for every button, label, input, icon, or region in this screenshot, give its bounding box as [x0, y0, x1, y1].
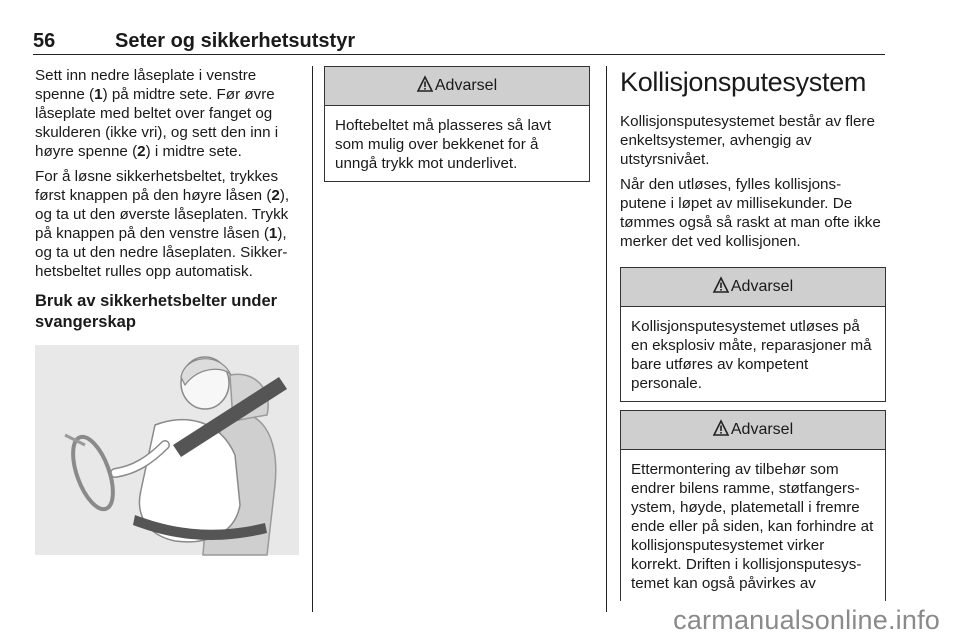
warning-header: [621, 268, 885, 307]
pregnant-woman-seatbelt-illustration: [35, 345, 299, 555]
paragraph-insert-buckle: Sett inn nedre låseplate i venstre spenne (1) på midtre sete. Før øvre låseplate med beltet over fanget og skulderen (ikke vri), og sett den inn i høyre spenne (2) i midtre sete.: [35, 67, 279, 160]
warning-box-explosive: [620, 267, 886, 402]
column-divider: [606, 66, 607, 612]
column-divider: [312, 66, 313, 612]
chapter-title: Seter og sikkerhetsutstyr: [115, 30, 356, 52]
warning-triangle-icon: [417, 69, 433, 107]
page-number: 56: [33, 30, 56, 52]
page-header: [33, 30, 885, 55]
warning-title: Advarsel: [730, 421, 794, 438]
warning-box-lap-belt: [324, 66, 590, 182]
warning-header: [325, 67, 589, 106]
column-right: [620, 66, 886, 592]
warning-text: Kollisjonsputesystemet utløses på en eksplosiv måte, reparasjoner må bare utføres av kompetent personale.: [631, 318, 872, 392]
paragraph-airbag-system: Kollisjonsputesystemet består av flere enkeltsystemer, avhengig av utstyrsnivået.: [620, 113, 875, 168]
column-left: [35, 66, 299, 555]
warning-title: Advarsel: [434, 77, 498, 94]
paragraph-airbag-deploy: Når den utløses, fylles kollisjons-putene i løpet av millisekunder. De tømmes også så raskt at man ofte ikke merker det ved kollisjonen.: [620, 176, 881, 250]
paragraph-release-belt: For å løsne sikkerhetsbeltet, trykkes først knappen på den høyre låsen (2), og ta ut den øverste låseplaten. Trykk på knappen på den venstre låsen (1), og ta ut den nedre låseplaten. Sikker-hetsbeltet rulles opp automatisk.: [35, 168, 290, 280]
section-title-airbag: Kollisjonsputesystem: [620, 67, 867, 97]
warning-box-accessories: [620, 410, 886, 601]
warning-text: Hoftebeltet må plasseres så lavt som mulig over bekkenet for å unngå trykk mot underlivet.: [335, 117, 552, 172]
warning-title: Advarsel: [730, 278, 794, 295]
column-middle: [324, 66, 590, 190]
warning-triangle-icon: [713, 413, 729, 451]
watermark: carmanualsonline.info: [673, 605, 940, 635]
warning-text: Ettermontering av tilbehør som endrer bilens ramme, støtfangers-ystem, høyde, platemetall i fremre ende eller på siden, kan forhindre at kollisjonsputesystemet virker korrekt. Driften i kollisjonsputesys-temet kan også påvirkes av: [631, 461, 874, 592]
subheading-pregnancy: Bruk av sikkerhetsbelter under svangerskap: [35, 292, 278, 331]
warning-triangle-icon: [713, 270, 729, 308]
warning-header: [621, 411, 885, 450]
